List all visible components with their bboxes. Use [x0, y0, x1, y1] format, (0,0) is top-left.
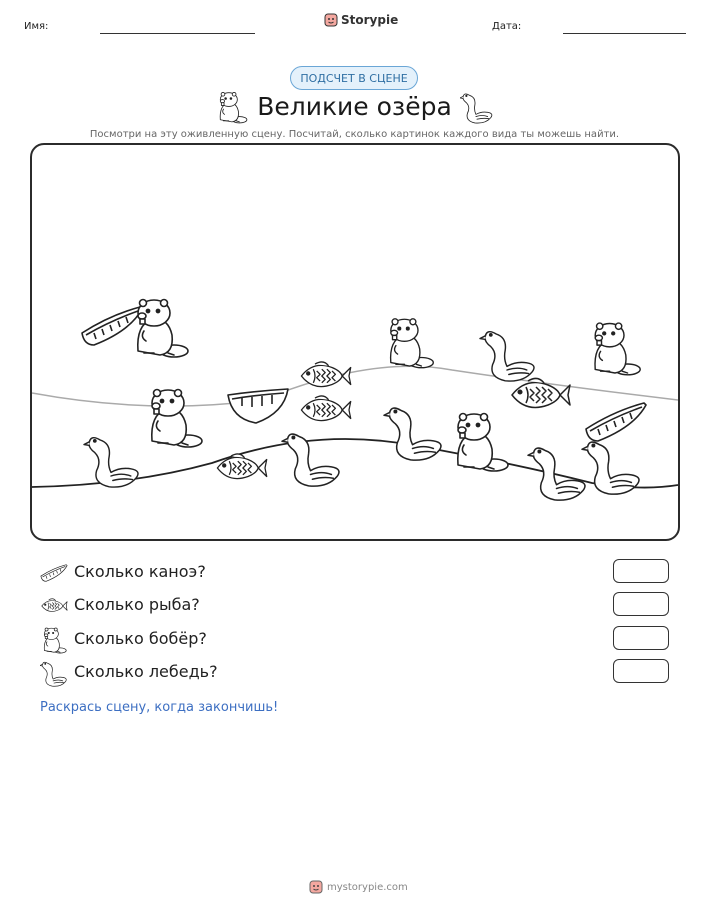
date-field[interactable]: [563, 33, 686, 34]
answer-box-fish[interactable]: [613, 592, 669, 616]
instructions: Посмотри на эту оживленную сцену. Посчитай, сколько картинок каждого вида ты можешь найти.: [89, 129, 620, 140]
swan-icon: [582, 442, 639, 494]
fish-icon: [301, 362, 350, 387]
fish-icon: [512, 378, 570, 407]
answer-box-swan[interactable]: [613, 659, 669, 683]
question-text: Сколько лебедь?: [74, 662, 218, 681]
swan-icon: [40, 659, 68, 687]
beaver-icon: [391, 319, 434, 368]
counting-scene: [30, 143, 680, 541]
question-canoe: [40, 559, 670, 587]
lake-scene-illustration: [32, 145, 678, 539]
brand-logo: [324, 13, 398, 27]
answer-box-beaver[interactable]: [613, 626, 669, 650]
canoe-icon: [586, 403, 646, 441]
footer: [309, 880, 408, 894]
canoe-icon: [228, 389, 288, 423]
footer-url[interactable]: mystorypie.com: [327, 881, 408, 893]
fish-icon: [217, 454, 266, 479]
swan-icon: [480, 332, 534, 381]
swan-icon: [282, 434, 339, 486]
coloring-instruction: Раскрась сцену, когда закончишь!: [40, 700, 279, 715]
question-text: Сколько бобёр?: [74, 629, 207, 648]
answer-box-canoe[interactable]: [613, 559, 669, 583]
storypie-logo-icon: [324, 13, 338, 27]
question-swan: [40, 659, 670, 687]
question-beaver: [40, 626, 670, 654]
date-label: Дата:: [492, 21, 522, 32]
canoe-icon: [82, 307, 142, 345]
swan-icon: [384, 408, 441, 460]
question-fish: [40, 592, 670, 620]
fish-icon: [301, 396, 350, 421]
beaver-icon: [138, 300, 188, 358]
question-text: Сколько каноэ?: [74, 562, 206, 581]
page-title: Великие озёра: [257, 92, 452, 121]
name-field[interactable]: [100, 33, 255, 34]
worksheet-type-badge: ПОДСЧЕТ В СЦЕНЕ: [290, 66, 418, 90]
name-label: Имя:: [24, 21, 49, 32]
beaver-icon: [152, 390, 202, 448]
brand-name: Storypie: [341, 13, 399, 27]
shoreline: [32, 366, 678, 406]
swan-icon: [460, 90, 494, 124]
question-text: Сколько рыба?: [74, 595, 200, 614]
beaver-icon: [40, 626, 68, 654]
canoe-icon: [40, 559, 68, 587]
beaver-icon: [458, 414, 508, 472]
beaver-icon: [595, 323, 640, 375]
swan-icon: [84, 438, 138, 487]
storypie-logo-icon: [309, 880, 323, 894]
fish-icon: [40, 592, 68, 620]
